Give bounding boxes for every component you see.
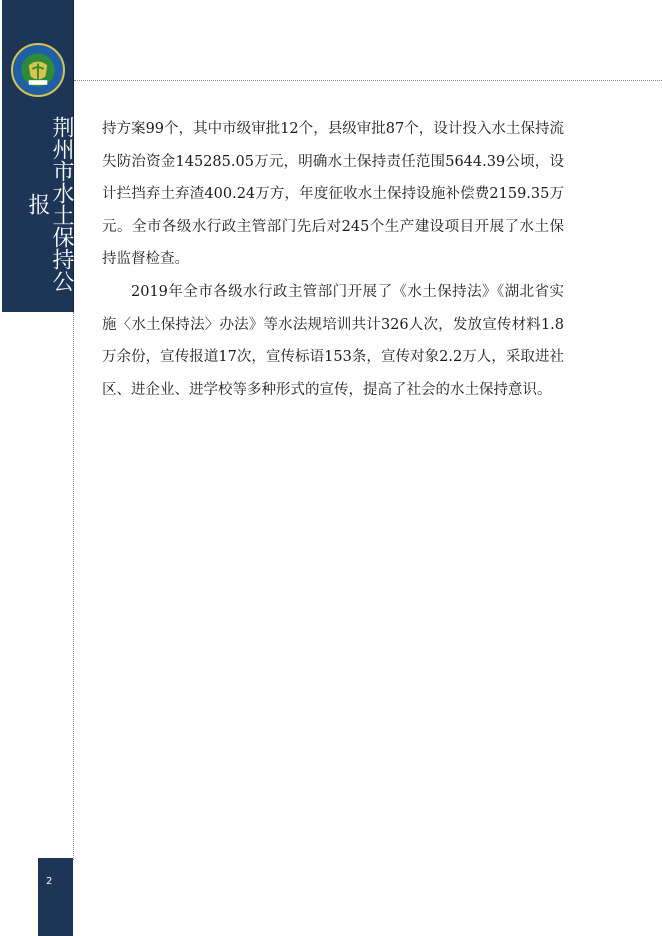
soil-water-conservation-logo bbox=[11, 43, 65, 97]
publication-title: 荆州市水土保持公报 bbox=[25, 116, 74, 292]
page-number-box bbox=[38, 858, 73, 936]
body-text bbox=[102, 113, 564, 406]
paragraph: 2019年全市各级水行政主管部门开展了《水土保持法》《湖北省实施〈水土保持法〉办法》等水法规培训共计326人次，发放宣传材料1.8万余份，宣传报道17次，宣传标语153条，宣传对象2.2万人，采取进社区、进企业、进学校等多种形式的宣传，提高了社会的水土保持意识。 bbox=[102, 283, 564, 398]
margin-divider bbox=[73, 312, 74, 860]
header-divider bbox=[74, 80, 662, 81]
paragraph: 持方案99个，其中市级审批12个，县级审批87个，设计投入水土保持流失防治资金145285.05万元，明确水土保持责任范围5644.39公顷，设计拦挡弃土弃渣400.24万方，年度征收水土保持设施补偿费2159.35万元。全市各级水行政主管部门先后对245个生产建设项目开展了水土保持监督检查。 bbox=[102, 121, 564, 268]
page-number: 2 bbox=[46, 876, 53, 887]
sidebar-banner bbox=[2, 0, 74, 312]
